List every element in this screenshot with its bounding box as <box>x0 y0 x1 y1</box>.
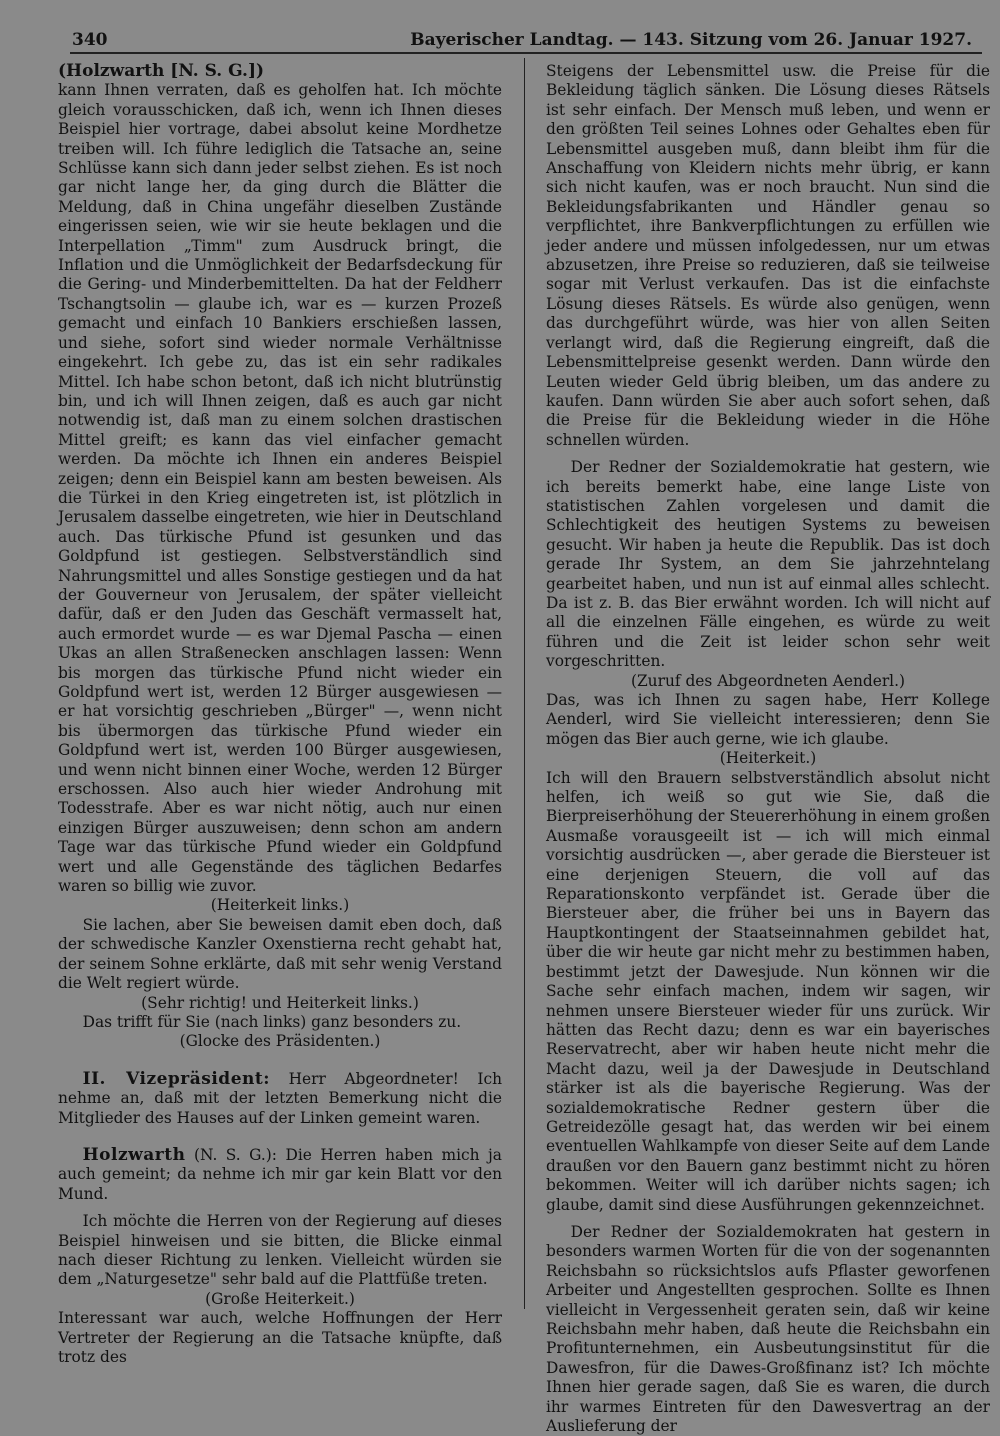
paragraph: Ich möchte die Herren von der Regierung auf dieses Beispiel hinweisen und sie bitten, die Blicke einmal nach dieser Richtung zu lenken. Vielleicht würden sie dem „Naturgesetze" sehr bald auf die Plattfüße treten. <box>58 1212 502 1289</box>
column-divider <box>524 58 525 1309</box>
spacer <box>546 450 990 458</box>
interjection: (Glocke des Präsidenten.) <box>179 1032 381 1051</box>
paragraph: Ich will den Brauern selbstverständlich absolut nicht helfen, ich weiß so gut wie Sie, daß die Bierpreiserhöhung der Steuererhöhung in einem großen Ausmaße vorausgeeilt ist — ich will mich einmal vorsichtig ausdrücken —, aber gerade die Biersteuer ist eine derjenigen Steuern, die voll auf das Reparationskonto verpfändet ist. Gerade über die Biersteuer aber, die früher bei uns in Bayern das Hauptkontingent der Staatseinnahmen gebildet hat, über die wir heute gar nicht mehr zu bestimmen haben, bestimmt jetzt der Dawesjude. Nun können wir die Sache sehr einfach machen, indem wir sagen, wir nehmen unsere Biersteuer wieder für uns zurück. Wir hätten das Recht dazu; denn es war ein bayerisches Reservatrecht, aber wir haben heute nicht mehr die Macht dazu, weil ja der Dawesjude in Deutschland stärker ist als die bayerische Regierung. Was der sozialdemokratische Redner gestern über die Getreidezölle gesagt hat, das werden wir bei einem eventuellen Wahlkampfe von dieser Seite auf dem Lande draußen vor den Bauern ganz bestimmt nicht zu hören bekommen. Weiter will ich darüber nichts sagen; ich glaube, damit sind diese Ausführungen gekennzeichnet. <box>546 768 990 1214</box>
interjection: (Große Heiterkeit.) <box>205 1289 355 1308</box>
page-number: 340 <box>72 30 108 50</box>
speaker-party: (N. S. G.): <box>193 1145 277 1164</box>
spacer <box>58 1128 502 1146</box>
page-header <box>70 30 982 54</box>
paragraph: Der Redner der Sozialdemokratie hat gestern, wie ich bereits bemerkt habe, eine lange Liste von statistischen Zahlen vorgelesen und damit die Schlechtigkeit des heutigen Systems zu beweisen gesucht. Wir haben ja heute die Republik. Das ist doch gerade Ihr System, an dem Sie jahrzehntelang gearbeitet haben, und nun ist auf einmal alles schlecht. Da ist z. B. das Bier erwähnt worden. Ich will nicht auf all die einzelnen Fälle eingehen, es würde zu weit führen und die Zeit ist leider schon sehr weit vorgeschritten. <box>546 458 990 671</box>
speaker-name: II. Vizepräsident: <box>82 1068 270 1089</box>
paragraph: Der Redner der Sozialdemokraten hat gestern in besonders warmen Worten für die von der sogenannten Reichsbahn so rücksichtslos aufs Pflaster geworfenen Arbeiter und Angestellten gesprochen. Sollte es Ihnen vielleicht in Vergessenheit geraten sein, daß wir keine Reichsbahn mehr haben, daß heute die Reichsbahn ein Profitunternehmen, ein Ausbeutungsinstitut für die Dawesfron, für die Dawes-Großfinanz ist? Ich möchte Ihnen hier gerade sagen, daß Sie es waren, die durch ihr warmes Eintreten für den Dawesvertrag an der Auslieferung der <box>546 1222 990 1436</box>
paragraph: Das, was ich Ihnen zu sagen habe, Herr Kollege Aenderl, wird Sie vielleicht interessieren; denn Sie mögen das Bier auch gerne, wie ich glaube. <box>546 691 990 748</box>
left-column <box>58 61 502 1366</box>
paragraph: Steigens der Lebensmittel usw. die Preise für die Bekleidung täglich sänken. Die Lösung dieses Rätsels ist sehr einfach. Der Mensch muß leben, und wenn er den größten Teil seines Lohnes oder Gehaltes eben für Lebensmittel ausgeben muß, dann bleibt ihm für die Anschaffung von Kleidern nichts mehr übrig, er kann sich nicht kaufen, was er noch braucht. Nun sind die Bekleidungsfabrikanten und Händler genau so verpflichtet, ihre Bankverpflichtungen zu erfüllen wie jeder andere und müssen infolgedessen, nur um etwas abzusetzen, ihre Preise so reduzieren, daß sie teilweise sogar mit Verlust verkaufen. Das ist die einfachste Lösung dieses Rätsels. Es würde also genügen, wenn das durchgeführt würde, was hier von allen Seiten verlangt wird, daß die Regierung eingreift, daß die Lebensmittelpreise gesenkt werden. Dann würde den Leuten wieder Geld übrig bleiben, um das andere zu kaufen. Dann würden Sie aber auch sofort sehen, daß die Preise für die Bekleidung wieder in die Höhe schnellen würden. <box>546 62 990 449</box>
interjection: (Heiterkeit.) <box>719 749 817 768</box>
spacer <box>58 1204 502 1212</box>
speaker-name: Holzwarth <box>82 1144 186 1165</box>
speech-vice-president <box>58 1070 502 1128</box>
continuation-speaker-head: (Holzwarth [N. S. G.]) <box>58 61 265 81</box>
speech-holzwarth <box>58 1146 502 1204</box>
interjection: (Heiterkeit links.) <box>210 896 350 915</box>
spacer <box>546 1215 990 1223</box>
speech-text: Herr Abgeordneter! Ich nehme an, daß mit der letzten Bemerkung nicht die Mitglieder des Hauses auf der Linken gemeint waren. <box>58 1069 502 1127</box>
paragraph: kann Ihnen verraten, daß es geholfen hat. Ich möchte gleich vorausschicken, daß ich, wenn ich Ihnen dieses Beispiel hier vortrage, dabei absolut keine Mordhetze treiben will. Ich führe lediglich die Tatsache an, seine Schlüsse kann sich dann jeder selbst ziehen. Es ist noch gar nicht lange her, da ging durch die Blätter die Meldung, daß in China ungefähr dieselben Zustände eingerissen seien, wie wir sie heute beklagen und die Interpellation „Timm" zum Ausdruck bringt, die Inflation und die Unmöglichkeit der Bedarfsdeckung für die Gering- und Minderbemittelten. Da hat der Feldherr Tschangtsolin — glaube ich, war es — kurzen Prozeß gemacht und einfach 10 Bankiers erschießen lassen, und siehe, sofort sind wieder normale Verhältnisse eingekehrt. Ich gebe zu, das ist ein sehr radikales Mittel. Ich habe schon betont, daß ich nicht blutrünstig bin, und ich will Ihnen zeigen, daß es auch gar nicht notwendig ist, daß man zu einem solchen drastischen Mittel greift; es kann das viel einfacher gemacht werden. Da möchte ich Ihnen ein anderes Beispiel zeigen; denn ein Beispiel kann am besten beweisen. Als die Türkei in den Krieg eingetreten ist, ist plötzlich in Jerusalem dasselbe eingetreten, wie hier in Deutschland auch. Das türkische Pfund ist gesunken und das Goldpfund ist gestiegen. Selbstverständlich sind Nahrungsmittel und alles Sonstige gestiegen und da hat der Gouverneur von Jerusalem, der später vielleicht dafür, daß er den Juden das Geschäft vermasselt hat, auch ermordet wurde — es war Djemal Pascha — einen Ukas an allen Straßenecken anschlagen lassen: Wenn bis morgen das türkische Pfund nicht wieder ein Goldpfund wert ist, werden 12 Bürger ausgewiesen — er hat vorsichtig geschrieben „Bürger" —, wenn nicht bis übermorgen das türkische Pfund wieder ein Goldpfund wert ist, werden 100 Bürger ausgewiesen, und wenn nicht binnen einer Woche, werden 12 Bürger erschossen. Also auch hier wieder Androhung mit Todesstrafe. Aber es war nicht nötig, auch nur einen einzigen Bürger auszuweisen; denn schon am andern Tage war das türkische Pfund wieder ein Goldpfund wert und alle Gegenstände des täglichen Bedarfes waren so billig wie zuvor. <box>58 81 502 896</box>
page-header-title: Bayerischer Landtag. — 143. Sitzung vom 26. Januar 1927. <box>410 30 972 50</box>
paragraph: Sie lachen, aber Sie beweisen damit eben doch, daß der schwedische Kanzler Oxenstierna recht gehabt hat, der seinem Sohne erklärte, daß mit sehr wenig Verstand die Welt regiert würde. <box>58 915 502 993</box>
interjection: (Sehr richtig! und Heiterkeit links.) <box>141 993 419 1012</box>
spacer <box>58 1052 502 1070</box>
interjection: (Zuruf des Abgeordneten Aenderl.) <box>630 671 905 690</box>
speech-text: Die Herren haben mich ja auch gemeint; da nehme ich mir gar kein Blatt vor den Mund. <box>58 1145 502 1203</box>
paragraph: Das trifft für Sie (nach links) ganz besonders zu. <box>82 1012 462 1031</box>
paragraph: Interessant war auch, welche Hoffnungen der Herr Vertreter der Regierung an die Tatsache knüpfte, daß trotz des <box>58 1309 502 1366</box>
right-column <box>546 62 990 1436</box>
